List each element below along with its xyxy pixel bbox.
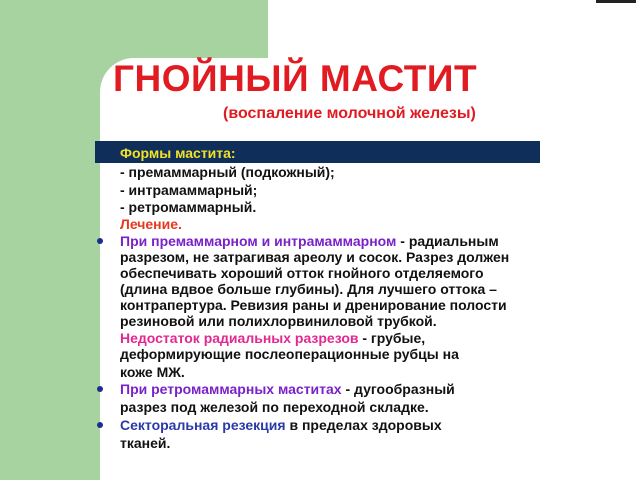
slide-subtitle: (воспаление молочной железы) [223,105,476,122]
bullet1-line-1 [120,233,499,249]
drawback-text: - грубые, [358,330,426,346]
form-item-retromammary: - ретромаммарный. [120,199,257,215]
drawback-highlight: Недостаток радиальных разрезов [120,330,359,346]
bullet1-line-4: (длина вдвое больше глубины). Для лучшего оттока – [120,281,497,297]
bullet-dot-icon [97,422,103,428]
corner-artifact [596,0,636,3]
bullet2-line-2: разрез под железой по переходной складке. [120,399,429,415]
slide-title: ГНОЙНЫЙ МАСТИТ [113,58,478,99]
bullet3-highlight: Секторальная резекция [120,417,286,433]
drawback-line-2: деформирующие послеоперационные рубцы на [120,346,459,362]
bullet1-line-5: контрапертура. Ревизия раны и дренирование полости [120,297,507,313]
form-item-premammary: - премаммарный (подкожный); [120,164,335,180]
bullet3-line-2: тканей. [120,435,171,451]
bullet1-text: - радиальным [396,233,499,249]
bullet2-text: - дугообразный [341,381,455,397]
bullet1-line-3: обеспечивать хороший отток гнойного отделяемого [120,265,484,281]
bullet-dot-icon [97,238,103,244]
bullet2-line-1 [120,381,455,397]
bullet2-highlight: При ретромаммарных маститах [120,381,342,397]
bullet1-highlight: При премаммарном и интрамаммарном [120,233,397,249]
bullet3-line-1 [120,417,442,433]
drawback-line-1 [120,330,425,346]
bullet1-line-6: резиновой или полихлорвиниловой трубкой. [120,313,437,329]
drawback-line-3: коже МЖ. [120,364,185,380]
forms-heading: Формы мастита: [120,145,236,161]
form-item-intramammary: - интрамаммарный; [120,182,258,198]
bullet-dot-icon [97,386,103,392]
bullet3-text: в пределах здоровых [285,417,442,433]
treatment-heading: Лечение. [120,216,182,232]
bullet1-line-2: разрезом, не затрагивая ареолу и сосок. Разрез должен [120,249,510,265]
